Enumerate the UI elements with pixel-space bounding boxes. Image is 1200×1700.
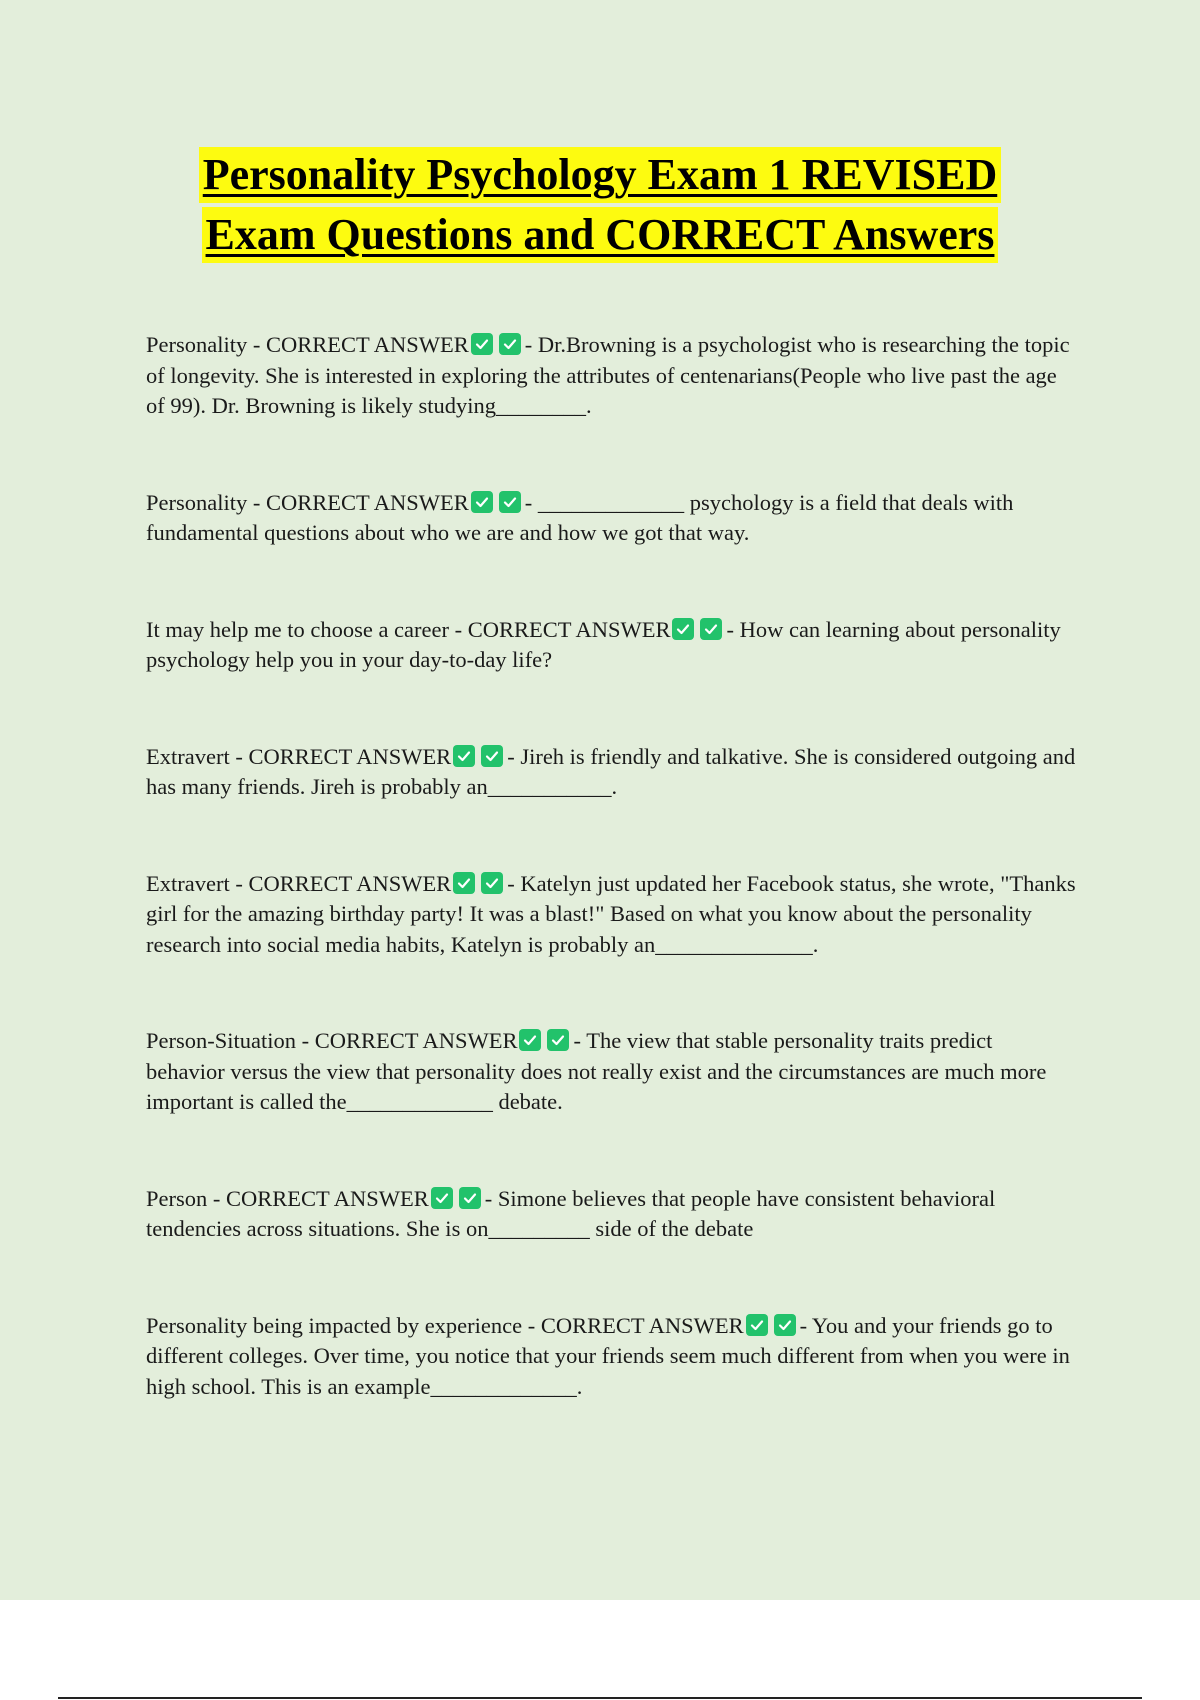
question-text: - Simone believes that people have consistent behavioral tendencies across situations. She is on_________ side of the debate [146,1185,996,1241]
answer-text: It may help me to choose a career - CORRECT ANSWER [146,616,671,642]
check-mark-icon [700,618,722,640]
qa-item [146,1184,1076,1245]
check-mark-icon [499,491,521,513]
question-text: - The view that stable personality traits predict behavior versus the view that personality does not really exist and the circumstances are much more important is called the_____________ debate. [146,1028,1047,1114]
qa-item [146,615,1076,676]
qa-list [146,330,1076,1468]
check-mark-icon [481,872,503,894]
qa-item [146,869,1076,961]
question-text: - You and your friends go to different colleges. Over time, you notice that your friends seem much different from when you were in high school. This is an example_____________. [146,1312,1070,1399]
check-mark-icon [672,618,694,640]
answer-text: Extravert - CORRECT ANSWER [146,870,452,896]
check-mark-icon [431,1187,453,1209]
check-mark-icon [499,333,521,355]
check-mark-icon [459,1187,481,1209]
title-line-1: Personality Psychology Exam 1 REVISED [199,147,1001,203]
answer-text: Personality - CORRECT ANSWER [146,332,469,357]
document-title [0,145,1200,265]
check-mark-icon [746,1314,768,1336]
qa-item [146,1026,1076,1118]
check-mark-icon [471,491,493,513]
check-mark-icon [774,1314,796,1336]
title-line-2: Exam Questions and CORRECT Answers [202,207,999,263]
answer-text: Personality being impacted by experience - CORRECT ANSWER [146,1312,744,1338]
answer-text: Personality - CORRECT ANSWER [146,489,469,515]
qa-item [146,1311,1076,1403]
qa-item [146,742,1076,803]
check-mark-icon [519,1029,541,1051]
question-text: - Dr.Browning is a psychologist who is researching the topic of longevity. She is interested in exploring the attributes of centenarians(People who live past the age of 99). Dr. Browning is likely studying________. [146,332,1070,418]
qa-item [146,330,1076,422]
answer-text: Person-Situation - CORRECT ANSWER [146,1028,518,1053]
footer-divider [58,1697,1142,1699]
check-mark-icon [471,333,493,355]
question-text: - How can learning about personality psychology help you in your day-to-day life? [146,616,1061,672]
check-mark-icon [481,745,503,767]
check-mark-icon [547,1029,569,1051]
answer-text: Extravert - CORRECT ANSWER [146,743,452,769]
qa-item [146,488,1076,549]
question-text: - _____________ psychology is a field that deals with fundamental questions about who we are and how we got that way. [146,489,1014,545]
question-text: - Katelyn just updated her Facebook status, she wrote, "Thanks girl for the amazing birthday party! It was a blast!" Based on what you know about the personality research into social media habits, Katelyn is probably an______________. [146,870,1076,957]
check-mark-icon [453,745,475,767]
question-text: - Jireh is friendly and talkative. She is considered outgoing and has many friends. Jireh is probably an___________. [146,743,1076,799]
answer-text: Person - CORRECT ANSWER [146,1185,429,1211]
check-mark-icon [453,872,475,894]
